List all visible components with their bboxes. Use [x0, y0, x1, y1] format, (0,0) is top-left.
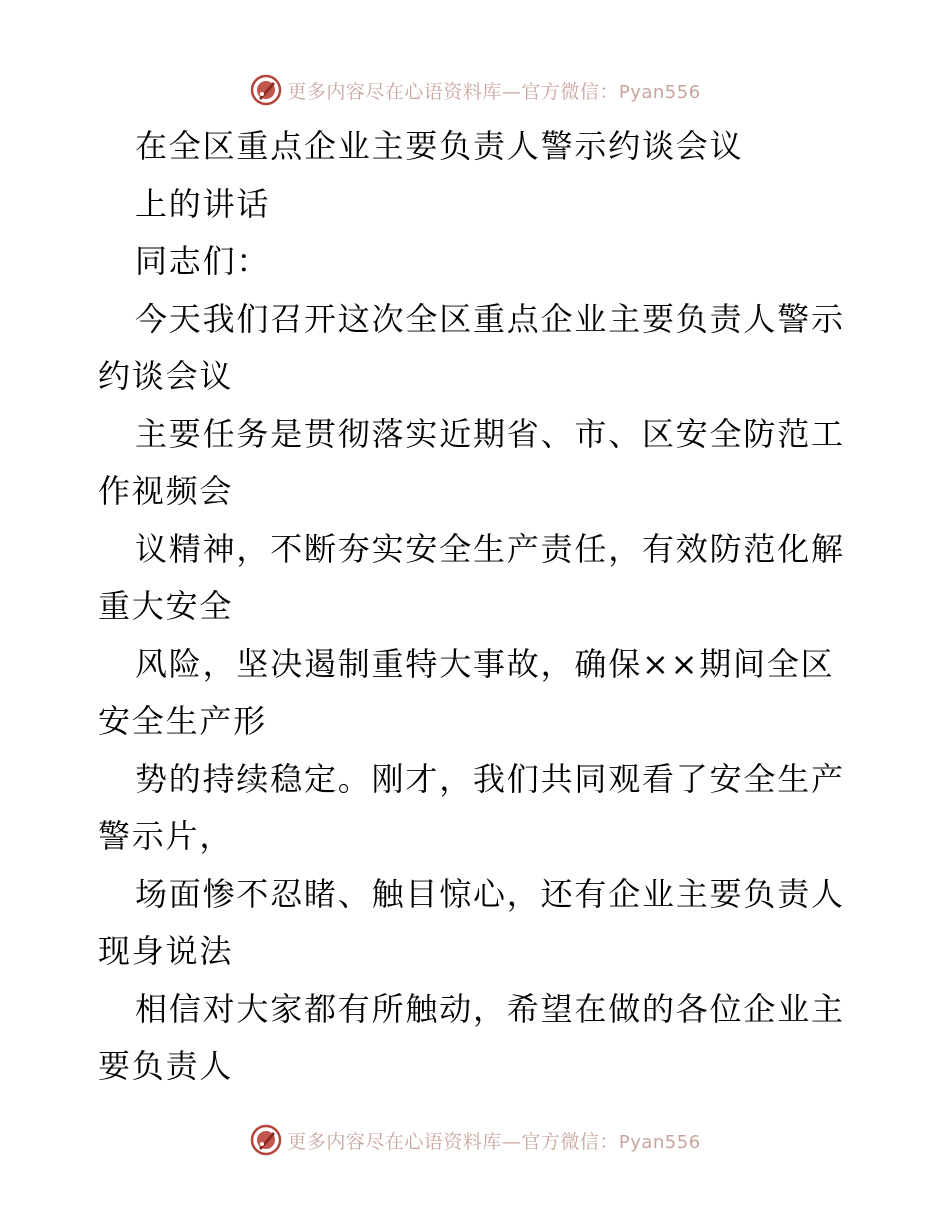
text-line: 重大安全 [98, 587, 234, 625]
text-line: 约谈会议 [98, 357, 234, 395]
text-line: 相信对大家都有所触动，希望在做的各位企业主 [135, 989, 845, 1028]
watermark-handle: Pyan556 [618, 1131, 701, 1153]
text-line: 议精神，不断夯实安全生产责任，有效防范化解 [135, 529, 845, 568]
text-line: 警示片， [98, 817, 234, 855]
document-body [98, 118, 852, 1096]
footer-watermark [0, 1120, 950, 1160]
text-line: 场面惨不忍睹、触目惊心，还有企业主要负责人 [135, 874, 845, 913]
watermark-handle: Pyan556 [618, 81, 701, 103]
text-line: 今天我们召开这次全区重点企业主要负责人警示 [135, 299, 845, 338]
text-line: 现身说法 [98, 932, 234, 970]
pen-nib-seal-icon [249, 1123, 283, 1157]
text-line: 安全生产形 [98, 702, 268, 740]
text-line: 风险，坚决遏制重特大事故，确保××期间全区 [135, 644, 835, 683]
title-line-1: 在全区重点企业主要负责人警示约谈会议 [135, 127, 744, 165]
text-line: 主要任务是贯彻落实近期省、市、区安全防范工 [135, 414, 845, 453]
title-line-2: 上的讲话 [135, 184, 271, 223]
text-line: 势的持续稳定。刚才，我们共同观看了安全生产 [135, 759, 845, 798]
header-watermark [0, 70, 950, 110]
watermark-prefix: 更多内容尽在心语资料库—官方微信： [287, 80, 619, 103]
text-line: 要负责人 [98, 1047, 234, 1085]
watermark-prefix: 更多内容尽在心语资料库—官方微信： [287, 1130, 619, 1153]
pen-nib-seal-icon [249, 73, 283, 107]
salutation: 同志们： [135, 242, 271, 280]
text-line: 作视频会 [98, 472, 234, 510]
